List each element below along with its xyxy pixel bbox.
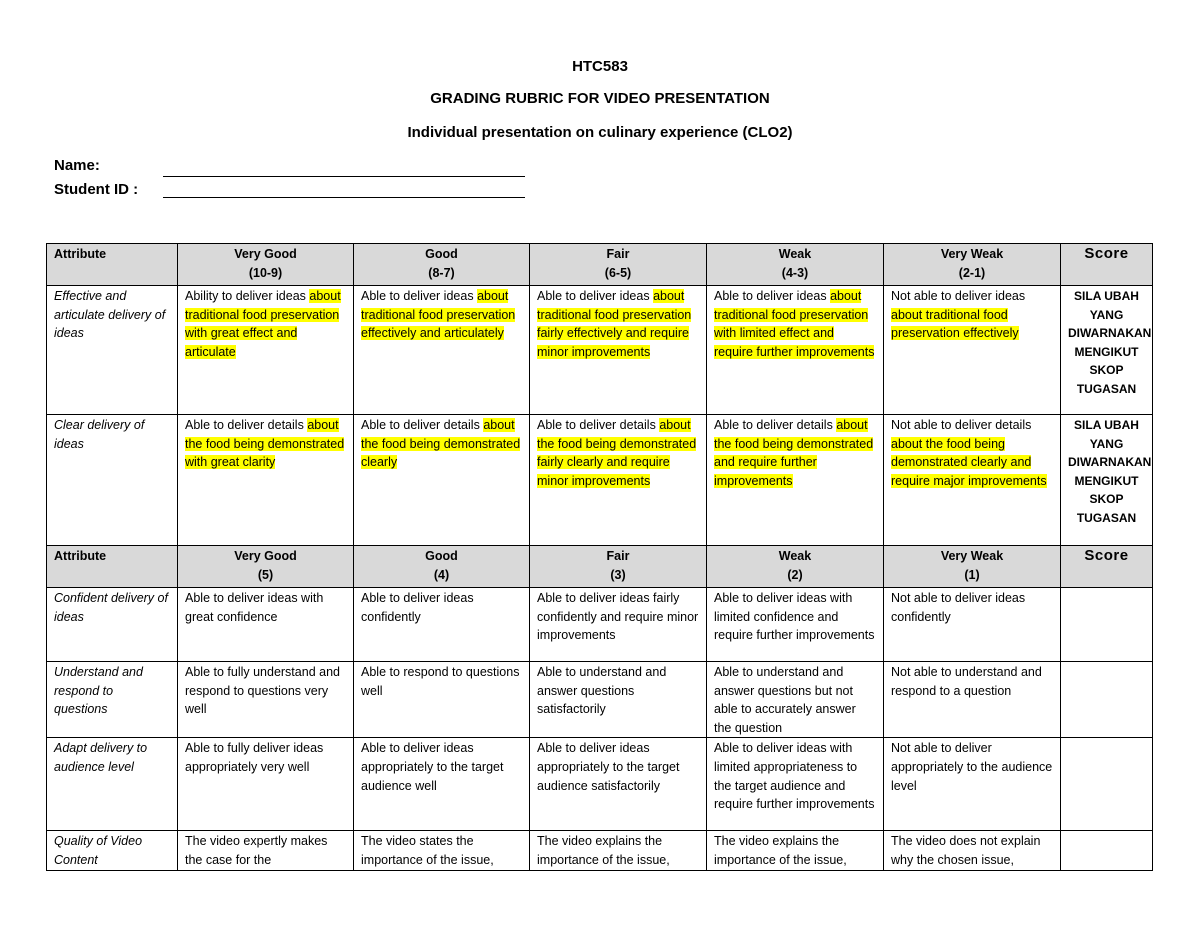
score-cell bbox=[1061, 588, 1153, 662]
level-name: Good bbox=[425, 549, 458, 563]
attribute-header: Attribute bbox=[47, 244, 178, 286]
level-header bbox=[707, 546, 884, 588]
level-header bbox=[530, 546, 707, 588]
rubric-header-row bbox=[47, 244, 1153, 286]
criteria-cell: Able to respond to questions well bbox=[354, 662, 530, 738]
criteria-cell: Able to deliver ideas fairly confidently and require minor improvements bbox=[530, 588, 707, 662]
level-header bbox=[178, 244, 354, 286]
criteria-cell bbox=[530, 415, 707, 546]
level-range: (2-1) bbox=[958, 265, 986, 280]
rubric-table bbox=[46, 243, 1153, 871]
criteria-cell: Able to deliver ideas appropriately to the target audience satisfactorily bbox=[530, 738, 707, 831]
score-cell: SILA UBAH YANG DIWARNAKAN MENGIKUT SKOP TUGASAN bbox=[1061, 415, 1153, 546]
attribute-cell: Effective and articulate delivery of ideas bbox=[47, 286, 178, 415]
criteria-text: Able to deliver ideas bbox=[537, 289, 650, 303]
document-subtitle: Individual presentation on culinary experience (CLO2) bbox=[407, 124, 793, 141]
highlighted-text: about traditional food preservation effectively bbox=[891, 307, 1019, 341]
level-name: Weak bbox=[778, 247, 812, 261]
criteria-cell bbox=[354, 286, 530, 415]
attribute-cell: Clear delivery of ideas bbox=[47, 415, 178, 546]
name-label: Name: bbox=[54, 157, 100, 174]
level-range: (2) bbox=[787, 567, 803, 582]
criteria-cell: Able to understand and answer questions satisfactorily bbox=[530, 662, 707, 738]
criteria-cell bbox=[884, 286, 1061, 415]
attribute-cell: Understand and respond to questions bbox=[47, 662, 178, 738]
rubric-row bbox=[47, 662, 1153, 738]
highlighted-text: about traditional food preservation with great effect and articulate bbox=[185, 289, 341, 359]
level-name: Fair bbox=[606, 247, 630, 261]
criteria-cell bbox=[178, 415, 354, 546]
student-id-label: Student ID : bbox=[54, 181, 139, 198]
criteria-cell: Not able to deliver ideas confidently bbox=[884, 588, 1061, 662]
highlighted-text: about the food being demonstrated fairly clearly and require minor improvements bbox=[537, 418, 697, 488]
criteria-cell: Able to fully understand and respond to questions very well bbox=[178, 662, 354, 738]
level-header bbox=[884, 244, 1061, 286]
name-line bbox=[163, 175, 525, 177]
criteria-text: Able to deliver details bbox=[537, 418, 656, 432]
level-range: (8-7) bbox=[428, 265, 455, 280]
level-name: Very Weak bbox=[940, 549, 1004, 563]
criteria-cell bbox=[354, 415, 530, 546]
rubric-row bbox=[47, 415, 1153, 546]
level-range: (6-5) bbox=[604, 265, 632, 280]
criteria-cell: Able to understand and answer questions but not able to accurately answer the question bbox=[707, 662, 884, 738]
level-name: Good bbox=[425, 247, 458, 261]
level-range: (4) bbox=[433, 567, 450, 582]
rubric-row bbox=[47, 738, 1153, 831]
criteria-cell: Able to deliver ideas with limited appropriateness to the target audience and require further improvements bbox=[707, 738, 884, 831]
level-name: Very Good bbox=[234, 247, 297, 261]
score-cell: SILA UBAH YANG DIWARNAKAN MENGIKUT SKOP TUGASAN bbox=[1061, 286, 1153, 415]
criteria-cell: The video explains the importance of the issue, bbox=[530, 831, 707, 870]
criteria-cell bbox=[884, 415, 1061, 546]
criteria-cell bbox=[178, 286, 354, 415]
rubric-row bbox=[47, 831, 1153, 870]
highlighted-text: about traditional food preservation effectively and articulately bbox=[361, 289, 516, 341]
level-range: (10-9) bbox=[248, 265, 283, 280]
attribute-cell: Confident delivery of ideas bbox=[47, 588, 178, 662]
criteria-cell: The video does not explain why the chosen issue, bbox=[884, 831, 1061, 870]
document-title: GRADING RUBRIC FOR VIDEO PRESENTATION bbox=[430, 90, 770, 107]
criteria-cell: Able to deliver ideas with limited confidence and require further improvements bbox=[707, 588, 884, 662]
criteria-cell bbox=[707, 415, 884, 546]
level-header bbox=[354, 546, 530, 588]
highlighted-text: about traditional food preservation with limited effect and require further improvements bbox=[714, 289, 875, 359]
criteria-cell: Able to deliver ideas with great confidence bbox=[178, 588, 354, 662]
highlighted-text: about the food being demonstrated and require further improvements bbox=[714, 418, 874, 488]
rubric-header-row bbox=[47, 546, 1153, 588]
score-cell bbox=[1061, 831, 1153, 870]
level-range: (3) bbox=[610, 567, 626, 582]
criteria-text: Able to deliver details bbox=[361, 418, 480, 432]
criteria-cell: Able to deliver ideas confidently bbox=[354, 588, 530, 662]
highlighted-text: about the food being demonstrated with great clarity bbox=[185, 418, 345, 470]
criteria-text: Not able to deliver ideas bbox=[891, 289, 1026, 303]
criteria-cell: The video expertly makes the case for the bbox=[178, 831, 354, 870]
rubric-row bbox=[47, 588, 1153, 662]
rubric-row bbox=[47, 286, 1153, 415]
criteria-text: Able to deliver details bbox=[185, 418, 304, 432]
level-name: Fair bbox=[606, 549, 630, 563]
criteria-cell: Able to deliver ideas appropriately to the target audience well bbox=[354, 738, 530, 831]
highlighted-text: about the food being demonstrated clearly and require major improvements bbox=[891, 436, 1047, 488]
level-header bbox=[178, 546, 354, 588]
level-header bbox=[354, 244, 530, 286]
criteria-cell: The video states the importance of the issue, bbox=[354, 831, 530, 870]
level-name: Very Good bbox=[234, 549, 297, 563]
criteria-text: Able to deliver details bbox=[714, 418, 833, 432]
criteria-cell: Able to fully deliver ideas appropriately very well bbox=[178, 738, 354, 831]
score-cell bbox=[1061, 738, 1153, 831]
level-header bbox=[884, 546, 1061, 588]
criteria-cell: Not able to understand and respond to a question bbox=[884, 662, 1061, 738]
course-code: HTC583 bbox=[572, 58, 628, 75]
student-id-line bbox=[163, 196, 525, 198]
highlighted-text: about the food being demonstrated clearly bbox=[361, 418, 521, 470]
highlighted-text: about traditional food preservation fairly effectively and require minor improvements bbox=[537, 289, 692, 359]
criteria-cell bbox=[707, 286, 884, 415]
criteria-text: Able to deliver ideas bbox=[361, 289, 474, 303]
criteria-text: Ability to deliver ideas bbox=[185, 289, 306, 303]
level-name: Very Weak bbox=[940, 247, 1004, 261]
criteria-cell: Not able to deliver appropriately to the audience level bbox=[884, 738, 1061, 831]
level-header bbox=[707, 244, 884, 286]
score-header: Score bbox=[1061, 546, 1153, 588]
attribute-cell: Quality of Video Content bbox=[47, 831, 178, 870]
attribute-header: Attribute bbox=[47, 546, 178, 588]
criteria-text: Able to deliver ideas bbox=[714, 289, 827, 303]
level-header bbox=[530, 244, 707, 286]
criteria-cell: The video explains the importance of the issue, bbox=[707, 831, 884, 870]
level-range: (5) bbox=[257, 567, 274, 582]
criteria-text: Not able to deliver details bbox=[891, 418, 1032, 432]
score-cell bbox=[1061, 662, 1153, 738]
level-name: Weak bbox=[778, 549, 812, 563]
criteria-cell bbox=[530, 286, 707, 415]
score-header: Score bbox=[1061, 244, 1153, 286]
level-range: (4-3) bbox=[781, 265, 809, 280]
attribute-cell: Adapt delivery to audience level bbox=[47, 738, 178, 831]
level-range: (1) bbox=[964, 567, 980, 582]
